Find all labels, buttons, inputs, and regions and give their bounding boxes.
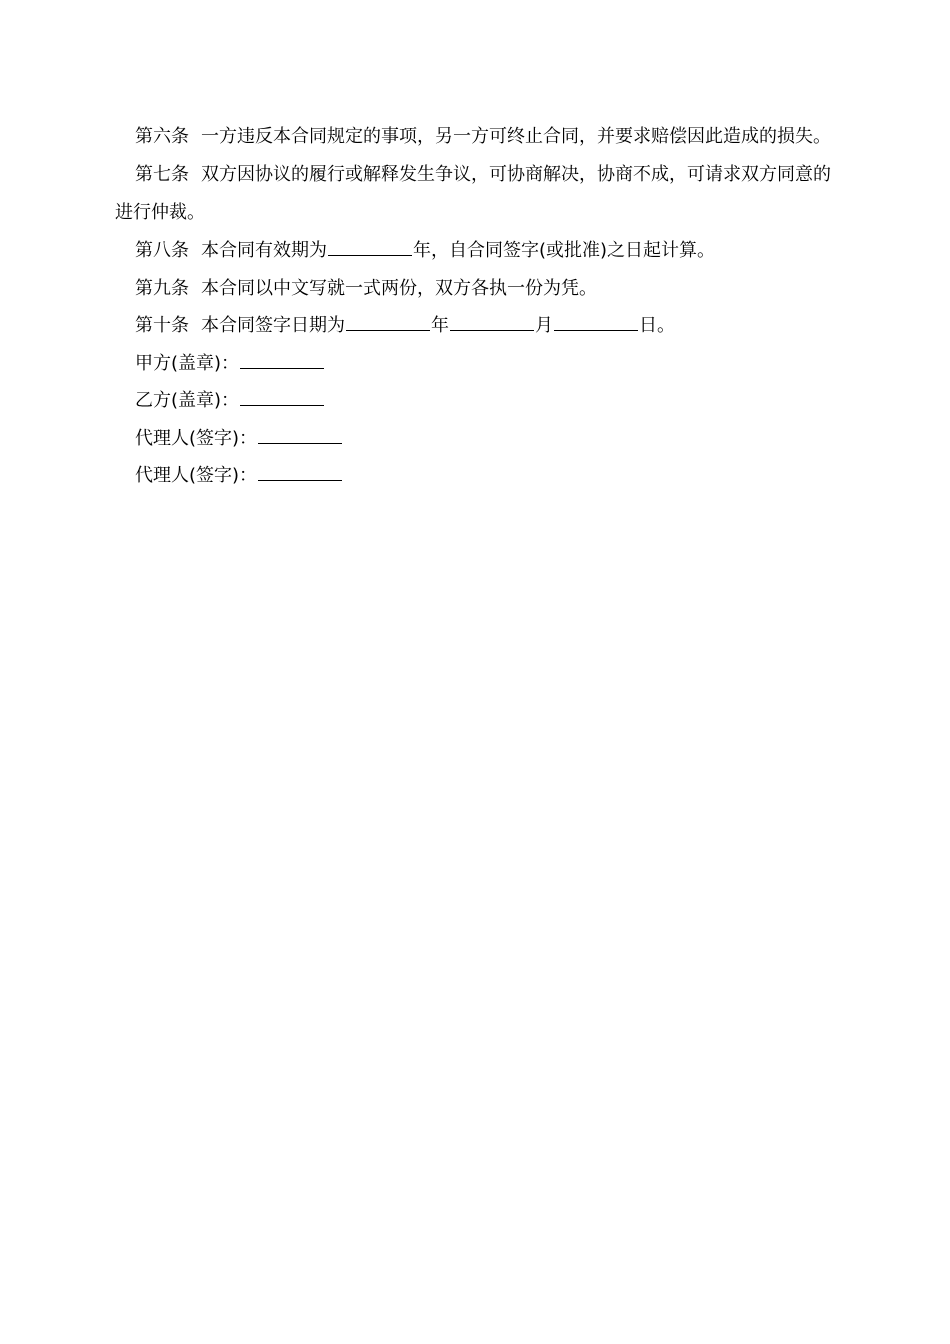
signature-agent-2 bbox=[115, 457, 837, 495]
article-text-before: 本合同有效期为 bbox=[201, 240, 327, 261]
signature-blank[interactable] bbox=[258, 427, 342, 444]
signature-party-b bbox=[115, 382, 837, 420]
article-text-after: 年，自合同签字(或批准)之日起计算。 bbox=[413, 240, 716, 261]
month-label: 月 bbox=[535, 315, 553, 336]
signature-blank[interactable] bbox=[258, 464, 342, 481]
year-label: 年 bbox=[431, 315, 449, 336]
sign-day-blank[interactable] bbox=[554, 314, 638, 331]
validity-years-blank[interactable] bbox=[328, 239, 412, 256]
article-number: 第六条 bbox=[135, 126, 189, 147]
article-text: 本合同以中文写就一式两份，双方各执一份为凭。 bbox=[201, 277, 597, 299]
contract-body bbox=[115, 118, 837, 495]
sign-month-blank[interactable] bbox=[450, 314, 534, 331]
article-number: 第十条 bbox=[135, 315, 189, 336]
article-number: 第九条 bbox=[135, 277, 189, 299]
article-9 bbox=[115, 270, 837, 308]
day-label: 日。 bbox=[639, 315, 675, 336]
article-number: 第七条 bbox=[135, 164, 189, 185]
article-6 bbox=[115, 118, 837, 156]
article-text-before: 本合同签字日期为 bbox=[201, 315, 345, 336]
signature-agent-1 bbox=[115, 420, 837, 458]
sign-year-blank[interactable] bbox=[346, 314, 430, 331]
signature-label: 代理人(签字)： bbox=[135, 465, 258, 486]
article-10 bbox=[115, 307, 837, 345]
article-text: 一方违反本合同规定的事项，另一方可终止合同，并要求赔偿因此造成的损失。 bbox=[201, 126, 831, 147]
article-7 bbox=[115, 156, 837, 232]
article-number: 第八条 bbox=[135, 240, 189, 261]
signature-label: 乙方(盖章)： bbox=[135, 390, 240, 411]
article-text: 双方因协议的履行或解释发生争议，可协商解决，协商不成，可请求双方同意的进行仲裁。 bbox=[115, 164, 831, 223]
article-8 bbox=[115, 232, 837, 270]
signature-blank[interactable] bbox=[240, 352, 324, 369]
signature-party-a bbox=[115, 345, 837, 383]
signature-label: 代理人(签字)： bbox=[135, 427, 258, 449]
signature-label: 甲方(盖章)： bbox=[135, 352, 240, 374]
signature-blank[interactable] bbox=[240, 389, 324, 406]
